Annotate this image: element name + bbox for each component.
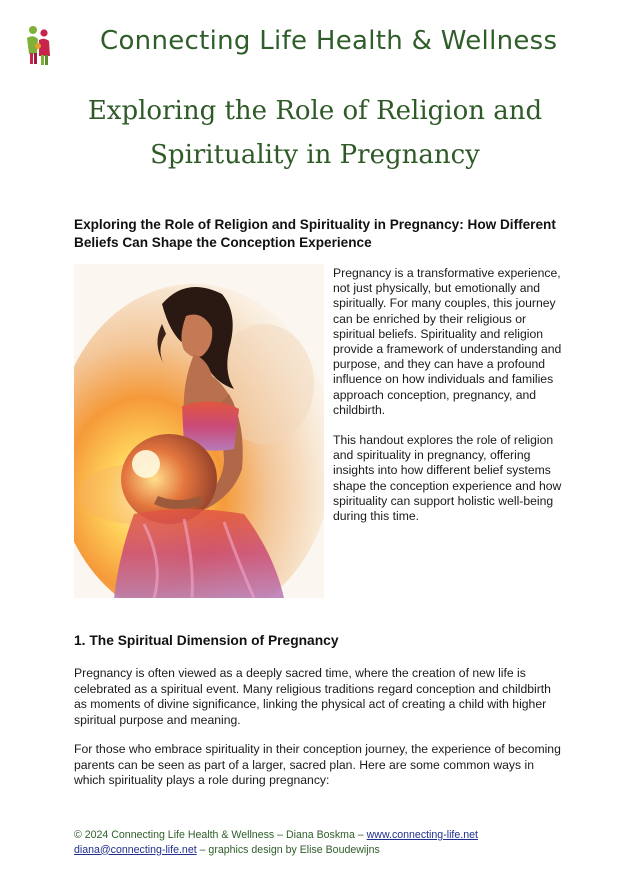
page-title-line-1: Exploring the Role of Religion and [87,96,543,126]
footer-copyright: © 2024 Connecting Life Health & Wellness – Diana Boskma – [74,829,367,841]
intro-paragraph-1: Pregnancy is a transformative experience, not just physically, but emotionally and spiritually. For many couples, this journey can be enriched by their religious or spiritual beliefs. Spirituality and religion provide a framework of understanding and purpose, and they can have a profound influence on how individuals and families approach conception, pregnancy, and childbirth. [333,266,562,417]
section-heading: 1. The Spiritual Dimension of Pregnancy [74,633,339,648]
intro-paragraph-2: This handout explores the role of religion and spirituality in pregnancy, offering insights into how different belief systems shape the conception experience and how spirituality can support holistic well-being during this time. [333,433,562,524]
intro-text [333,266,565,539]
footer-line-2 [74,843,574,858]
section-paragraph-1: Pregnancy is often viewed as a deeply sacred time, where the creation of new life is celebrated as a spiritual event. Many religious traditions regard conception and childbirth as moments of divine significance, linking the physical act of creating a child with higher spiritual purpose and meaning. [74,666,551,727]
page-title-line-2: Spirituality in Pregnancy [150,140,480,170]
website-link[interactable]: www.connecting-life.net [366,829,478,841]
footer-credits: – graphics design by Elise Boudewijns [196,843,380,856]
footer-line-1 [74,828,574,843]
subtitle: Exploring the Role of Religion and Spirituality in Pregnancy: How Different Beliefs Can Shape the Conception Experience [74,217,556,250]
email-link[interactable]: diana@connecting-life.net [74,843,197,856]
family-figures-icon [22,24,56,66]
section-paragraph-2: For those who embrace spirituality in their conception journey, the experience of becoming parents can be seen as part of a larger, sacred plan. Here are some common ways in which spirituality plays a role during pregnancy: [74,742,561,788]
footer [74,828,574,857]
brand-name: Connecting Life Health & Wellness [100,26,558,56]
pregnant-woman-illustration [74,264,324,598]
